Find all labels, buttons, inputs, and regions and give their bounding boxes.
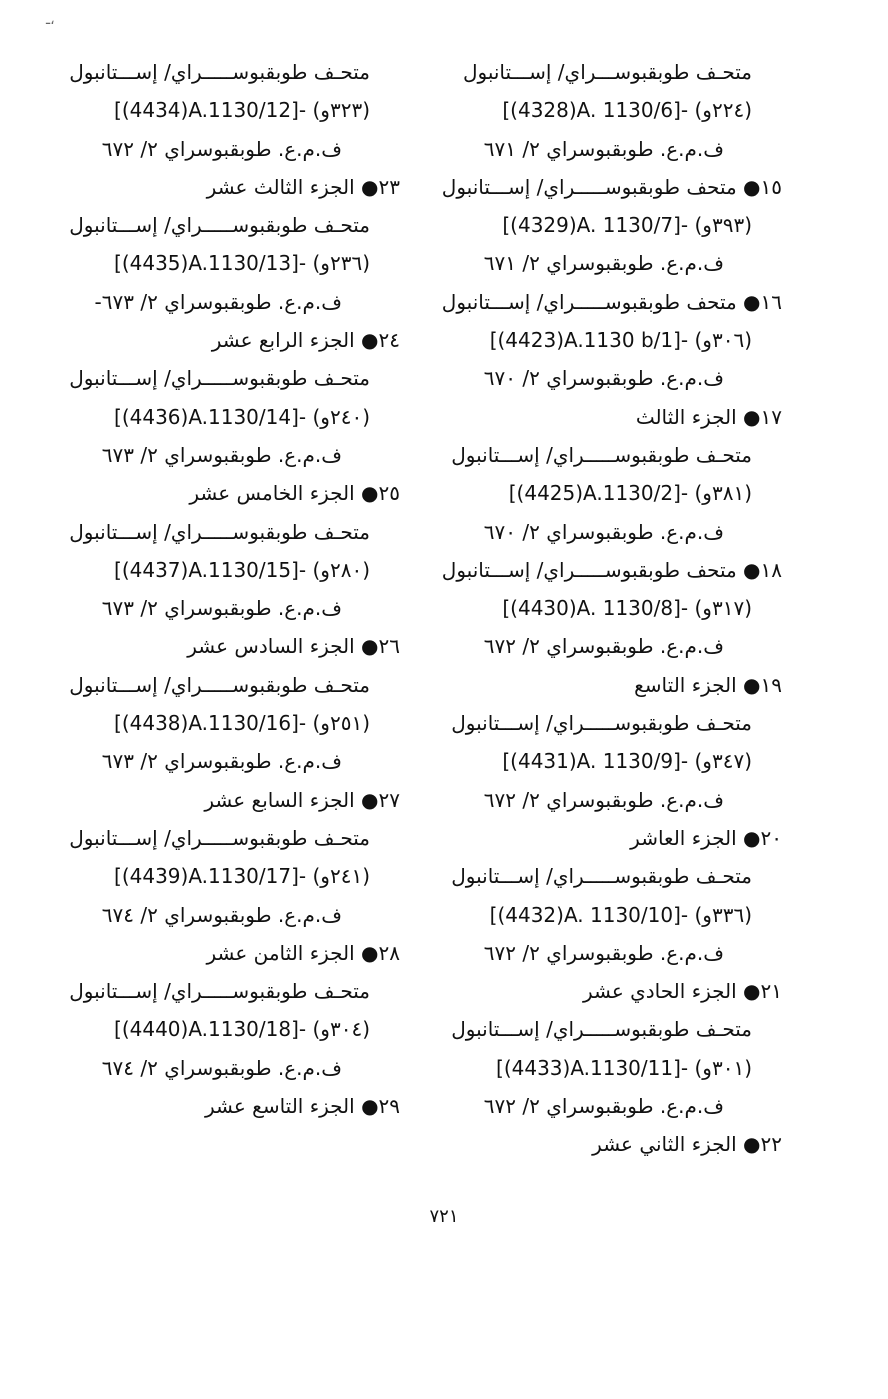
museum-line: متحـف طوبقبوســـــراي/ إســـتانبول — [451, 864, 752, 889]
shelfmark-line: [(4329)A. 1130/7]- (٣٩٣و) — [502, 213, 752, 238]
shelfmark-line: [(4328)A. 1130/6]- (٢٢٤و) — [502, 98, 752, 123]
museum-line: متحـف طوبقبوســـــراي/ إســـتانبول — [451, 1017, 752, 1042]
shelfmark-line: [(4436)A.1130/14]- (٢٤٠و) — [114, 404, 370, 429]
catalog-reference-line: ف.م.ع. طوبقبوسراي ٢/ ٦٧٣ — [101, 442, 342, 467]
shelfmark-line: [(4438)A.1130/16]- (٢٥١و) — [114, 711, 370, 736]
museum-line: متحـف طوبقبوســـــراي/ إســـتانبول — [69, 519, 370, 544]
shelfmark-line: [(4440)A.1130/18]- (٣٠٤و) — [114, 1017, 370, 1042]
museum-line: متحـف طوبقبوســـــراي/ إســـتانبول — [69, 366, 370, 391]
catalog-reference-line: ف.م.ع. طوبقبوسراي ٢/ ٦٧١ — [483, 136, 724, 161]
shelfmark-line: [(4433)A.1130/11]- (٣٠١و) — [496, 1055, 752, 1080]
catalog-reference-line: ف.م.ع. طوبقبوسراي ٢/ ٦٧٢ — [483, 940, 724, 965]
museum-line: متحـف طوبقبوســـراي/ إســـتانبول — [462, 60, 752, 84]
section-heading: ٢٧● الجزء السابع عشر — [204, 787, 400, 812]
museum-line: ١٦● متحف طوبقبوســـــراي/ إســـتانبول — [441, 289, 782, 314]
shelfmark-line: [(4435)A.1130/13]- (٢٣٦و) — [114, 251, 370, 276]
museum-line: ١٨● متحف طوبقبوســـــراي/ إســـتانبول — [441, 557, 782, 582]
shelfmark-line: [(4425)A.1130/2]- (٣٨١و) — [508, 481, 752, 506]
page-number: ٧٢١ — [429, 1206, 459, 1227]
section-heading: ٢٥● الجزء الخامس عشر — [189, 481, 400, 506]
shelfmark-line: [(4439)A.1130/17]- (٢٤١و) — [114, 864, 370, 889]
museum-line: متحـف طوبقبوســـــراي/ إســـتانبول — [451, 711, 752, 736]
catalog-reference-line: ف.م.ع. طوبقبوسراي ٢/ ٦٧٠ — [483, 519, 724, 544]
shelfmark-line: [(4423)A.1130 b/1]- (٣٠٦و) — [489, 328, 752, 353]
catalog-reference-line: ف.م.ع. طوبقبوسراي ٢/ ٦٧٣ — [101, 749, 342, 774]
museum-line: متحـف طوبقبوســـــراي/ إســـتانبول — [69, 672, 370, 697]
museum-line: متحـف طوبقبوســـــراي/ إســـتانبول — [69, 979, 370, 1004]
corner-mark: ـ، — [46, 12, 55, 28]
shelfmark-line: [(4430)A. 1130/8]- (٣١٧و) — [502, 596, 752, 621]
catalog-reference-line: ف.م.ع. طوبقبوسراي ٢/ ٦٧٣- — [94, 289, 342, 314]
right-column — [440, 53, 782, 1164]
shelfmark-line: [(4434)A.1130/12]- (٣٢٣و) — [114, 98, 370, 123]
museum-line: متحـف طوبقبوســـــراي/ إســـتانبول — [69, 213, 370, 238]
shelfmark-line: [(4431)A. 1130/9]- (٣٤٧و) — [502, 749, 752, 774]
museum-line: متحـف طوبقبوســـــراي/ إســـتانبول — [69, 825, 370, 850]
museum-line: متحـف طوبقبوســـــراي/ إســـتانبول — [451, 442, 752, 467]
shelfmark-line: [(4432)A. 1130/10]- (٣٣٦و) — [489, 902, 752, 927]
section-heading: ٢٩● الجزء التاسع عشر — [205, 1094, 400, 1119]
section-heading: ٢٠● الجزء العاشر — [630, 825, 782, 850]
section-heading: ٢٣● الجزء الثالث عشر — [206, 174, 400, 199]
catalog-reference-line: ف.م.ع. طوبقبوسراي ٢/ ٦٧٢ — [483, 1094, 724, 1119]
shelfmark-line: [(4437)A.1130/15]- (٢٨٠و) — [114, 557, 370, 582]
left-column — [58, 53, 400, 1125]
section-heading: ٢٨● الجزء الثامن عشر — [206, 940, 400, 965]
catalog-reference-line: ف.م.ع. طوبقبوسراي ٢/ ٦٧٢ — [483, 787, 724, 812]
section-heading: ٢١● الجزء الحادي عشر — [582, 979, 782, 1004]
catalog-reference-line: ف.م.ع. طوبقبوسراي ٢/ ٦٧٣ — [101, 596, 342, 621]
section-heading: ١٧● الجزء الثالث — [635, 404, 782, 429]
catalog-reference-line: ف.م.ع. طوبقبوسراي ٢/ ٦٧٠ — [483, 366, 724, 391]
section-heading: ١٩● الجزء التاسع — [634, 672, 782, 697]
museum-line: ١٥● متحف طوبقبوســـــراي/ إســـتانبول — [441, 174, 782, 199]
museum-line: متحـف طوبقبوســـــراي/ إســـتانبول — [69, 60, 370, 84]
section-heading: ٢٢● الجزء الثاني عشر — [592, 1132, 782, 1157]
section-heading: ٢٤● الجزء الرابع عشر — [211, 328, 400, 353]
catalog-reference-line: ف.م.ع. طوبقبوسراي ٢/ ٦٧٤ — [101, 1055, 342, 1080]
catalog-reference-line: ف.م.ع. طوبقبوسراي ٢/ ٦٧٢ — [483, 634, 724, 659]
catalog-reference-line: ف.م.ع. طوبقبوسراي ٢/ ٦٧٤ — [101, 902, 342, 927]
catalog-reference-line: ف.م.ع. طوبقبوسراي ٢/ ٦٧٢ — [101, 136, 342, 161]
section-heading: ٢٦● الجزء السادس عشر — [187, 634, 400, 659]
catalog-reference-line: ف.م.ع. طوبقبوسراي ٢/ ٦٧١ — [483, 251, 724, 276]
